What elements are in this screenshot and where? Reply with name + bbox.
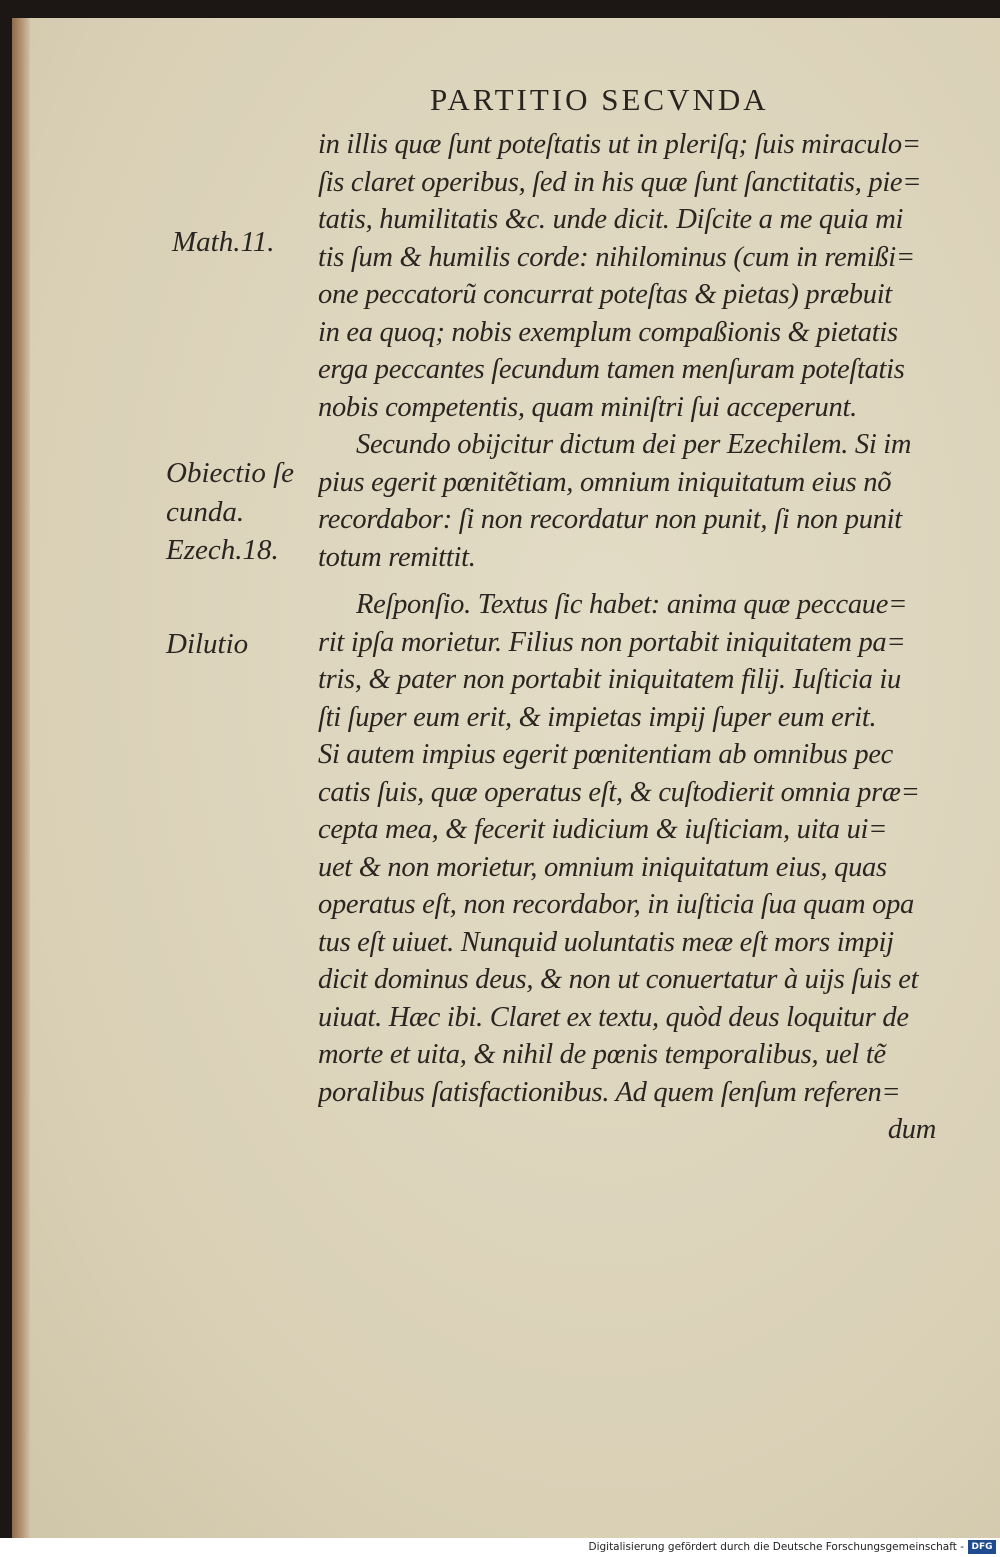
- margin-note-obiectio-line2: cunda.: [166, 496, 245, 528]
- text-line: morte et uita, & nihil de pœnis temporalibus, uel tẽ: [318, 1039, 886, 1070]
- text-line: tis ſum & humilis corde: nihilominus (cum in remißi=: [318, 241, 915, 273]
- funding-notice: Digitalisierung gefördert durch die Deutsche Forschungsgemeinschaft -: [588, 1541, 964, 1553]
- text-line: Reſponſio. Textus ſic habet: anima quæ peccaue=: [356, 589, 908, 620]
- text-line: in ea quoq; nobis exemplum compaßionis & pietatis: [318, 316, 898, 348]
- text-line: totum remittit.: [318, 541, 476, 573]
- dfg-logo: DFG: [968, 1540, 996, 1554]
- text-line: ſis claret operibus, ſed in his quæ ſunt ſanctitatis, pie=: [318, 166, 922, 198]
- text-line: catis ſuis, quæ operatus eſt, & cuſtodierit omnia præ=: [318, 776, 920, 808]
- catchword: dum: [887, 1114, 936, 1145]
- text-line: pius egerit pœnitẽtiam, omnium iniquitatum eius nõ: [318, 466, 892, 498]
- body-text: [318, 126, 958, 1149]
- text-line: tris, & pater non portabit iniquitatem filij. Iuſticia iu: [318, 664, 901, 695]
- text-line: uet & non morietur, omnium iniquitatum eius, quas: [318, 851, 887, 883]
- text-line: cepta mea, & fecerit iudicium & iuſticiam, uita ui=: [318, 814, 888, 845]
- book-spine: [12, 18, 30, 1538]
- margin-note-dilutio: Dilutio: [166, 628, 249, 660]
- text-line: Si autem impius egerit pœnitentiam ab omnibus pec: [318, 739, 894, 770]
- text-line: nobis competentis, quam miniſtri ſui acceperunt.: [318, 391, 857, 423]
- text-line: recordabor: ſi non recordatur non punit, ſi non punit: [318, 504, 902, 535]
- text-line: tatis, humilitatis &c. unde dicit. Diſcite a me quia mi: [318, 204, 904, 235]
- text-line: poralibus ſatisfactionibus. Ad quem ſenſum referen=: [318, 1076, 901, 1108]
- running-head: PARTITIO SECVNDA: [430, 82, 769, 117]
- margin-note-obiectio-line1: Obiectio ſe: [166, 457, 295, 489]
- text-line: Secundo obijcitur dictum dei per Ezechilem. Si im: [356, 429, 912, 460]
- text-line: erga peccantes ſecundum tamen menſuram poteſtatis: [318, 354, 905, 385]
- margin-note-math: Math.11.: [172, 226, 275, 258]
- text-line: one peccatorũ concurrat poteſtas & pietas) præbuit: [318, 279, 892, 310]
- footer-bar: [0, 1538, 1000, 1557]
- text-line: in illis quæ ſunt poteſtatis ut in pleriſq; ſuis miraculo=: [318, 129, 921, 160]
- text-line: dicit dominus deus, & non ut conuertatur à uijs ſuis et: [318, 964, 919, 995]
- text-line: uiuat. Hæc ibi. Claret ex textu, quòd deus loquitur de: [318, 1001, 909, 1033]
- text-line: operatus eſt, non recordabor, in iuſticia ſua quam opa: [318, 889, 914, 920]
- text-line: tus eſt uiuet. Nunquid uoluntatis meæ eſt mors impij: [318, 926, 894, 958]
- text-line: rit ipſa morietur. Filius non portabit iniquitatem pa=: [318, 626, 906, 658]
- text-line: ſti ſuper eum erit, & impietas impij ſuper eum erit.: [318, 701, 877, 733]
- margin-note-ezech: Ezech.18.: [166, 534, 279, 566]
